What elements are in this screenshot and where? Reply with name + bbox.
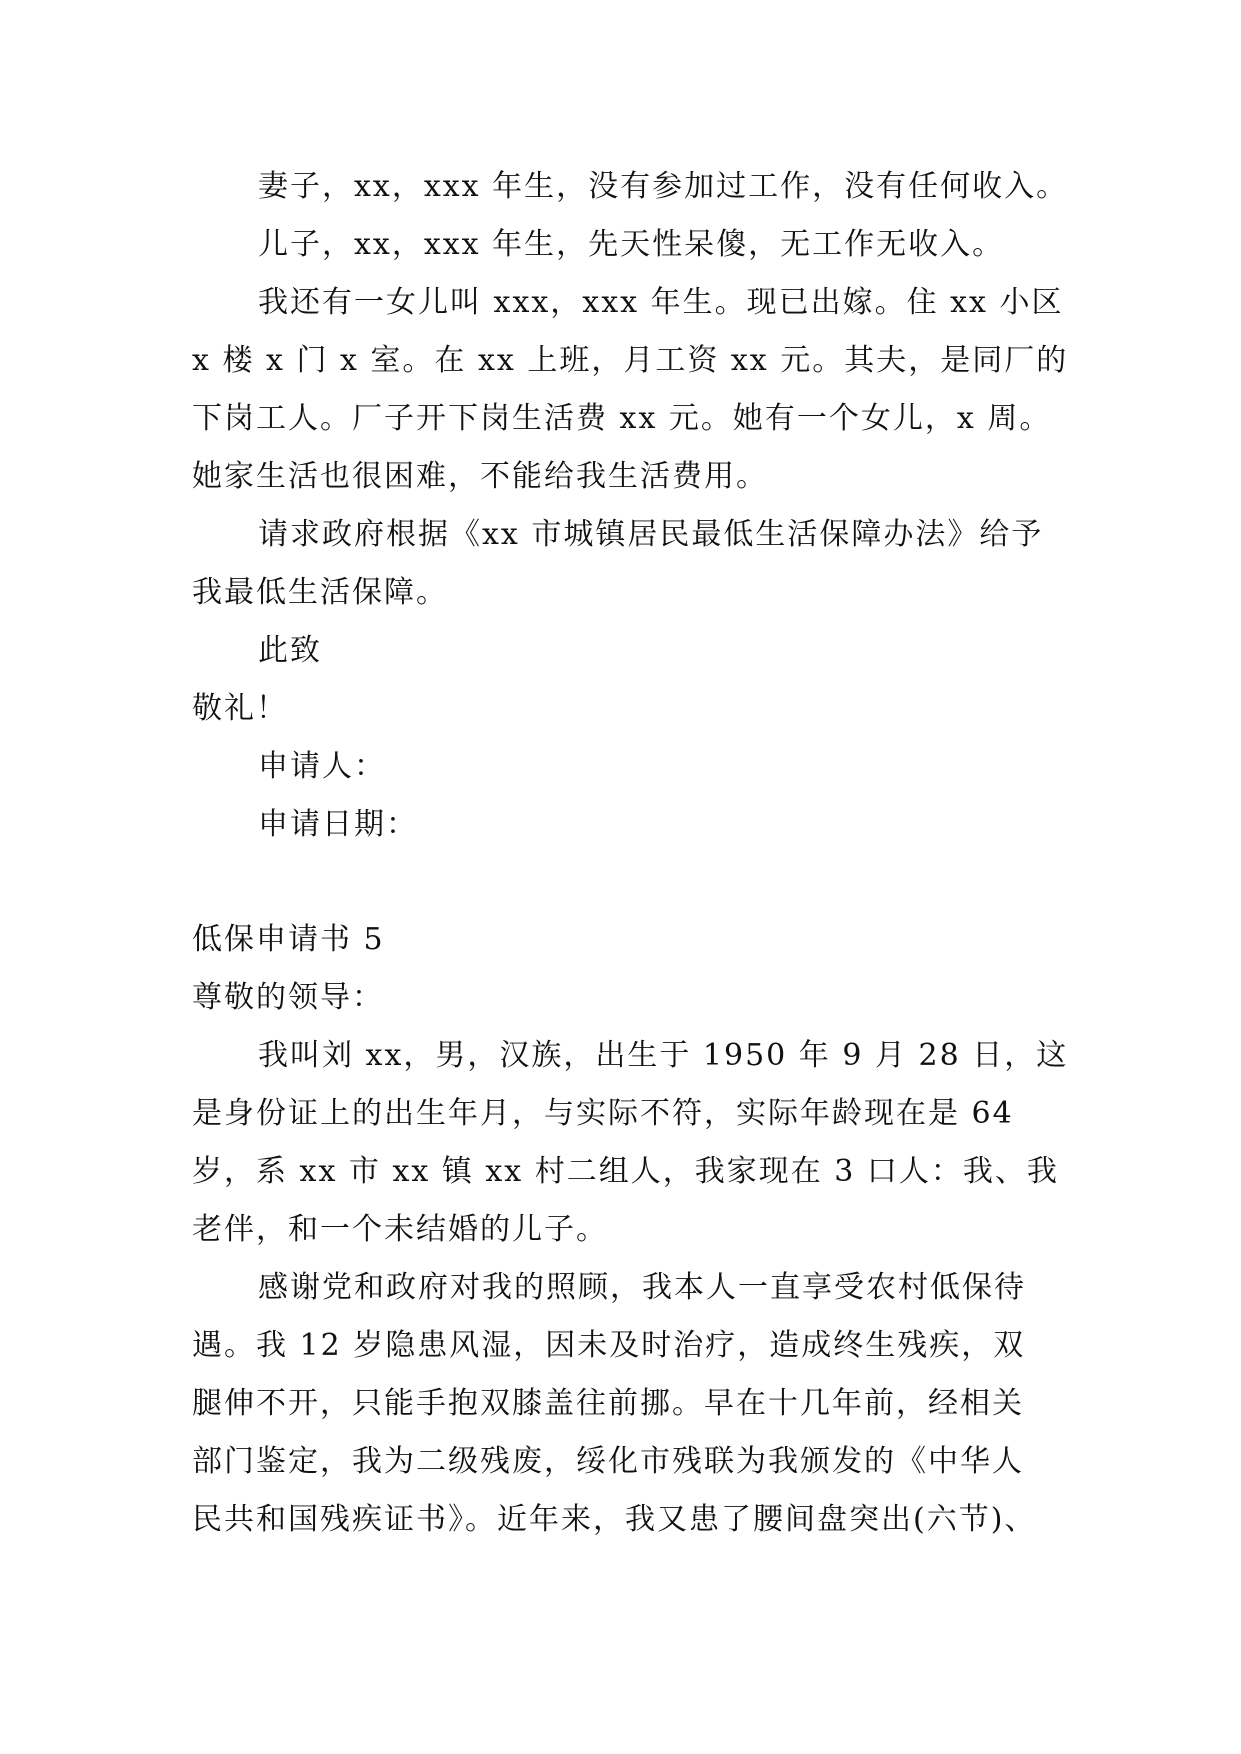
paragraph-line: x 楼 x 门 x 室。在 xx 上班，月工资 xx 元。其夫，是同厂的 bbox=[192, 343, 1069, 378]
paragraph-line: 妻子，xx，xxx 年生，没有参加过工作，没有任何收入。 bbox=[258, 169, 1069, 204]
paragraph-line: 下岗工人。厂子开下岗生活费 xx 元。她有一个女儿，x 周。 bbox=[192, 401, 1052, 436]
paragraph-line: 我最低生活保障。 bbox=[192, 575, 448, 610]
closing-line: 此致 bbox=[258, 633, 322, 668]
paragraph-line: 岁，系 xx 市 xx 镇 xx 村二组人，我家现在 3 口人：我、我 bbox=[192, 1154, 1059, 1189]
application-date-label: 申请日期： bbox=[258, 807, 418, 842]
paragraph-line: 是身份证上的出生年月，与实际不符，实际年龄现在是 64 bbox=[192, 1096, 1014, 1131]
paragraph-line: 老伴，和一个未结婚的儿子。 bbox=[192, 1212, 608, 1247]
paragraph-line: 感谢党和政府对我的照顾，我本人一直享受农村低保待 bbox=[258, 1270, 1026, 1305]
paragraph-line: 遇。我 12 岁隐患风湿，因未及时治疗，造成终生残疾，双 bbox=[192, 1328, 1026, 1363]
paragraph-line: 儿子，xx，xxx 年生，先天性呆傻，无工作无收入。 bbox=[258, 227, 1005, 262]
salutation-line: 敬礼！ bbox=[192, 691, 288, 726]
greeting-line: 尊敬的领导： bbox=[192, 980, 384, 1015]
paragraph-line: 民共和国残疾证书》。近年来，我又患了腰间盘突出(六节)、 bbox=[192, 1502, 1037, 1537]
paragraph-line: 请求政府根据《xx 市城镇居民最低生活保障办法》给予 bbox=[258, 517, 1044, 552]
paragraph-line: 部门鉴定，我为二级残废，绥化市残联为我颁发的《中华人 bbox=[192, 1444, 1024, 1479]
paragraph-line: 我还有一女儿叫 xxx，xxx 年生。现已出嫁。住 xx 小区 bbox=[258, 285, 1064, 320]
paragraph-line: 她家生活也很困难，不能给我生活费用。 bbox=[192, 459, 768, 494]
paragraph-line: 我叫刘 xx，男，汉族，出生于 1950 年 9 月 28 日，这 bbox=[258, 1038, 1069, 1073]
paragraph-line: 腿伸不开，只能手抱双膝盖往前挪。早在十几年前，经相关 bbox=[192, 1386, 1024, 1421]
section-title: 低保申请书 5 bbox=[192, 922, 385, 957]
applicant-label: 申请人： bbox=[258, 749, 386, 784]
